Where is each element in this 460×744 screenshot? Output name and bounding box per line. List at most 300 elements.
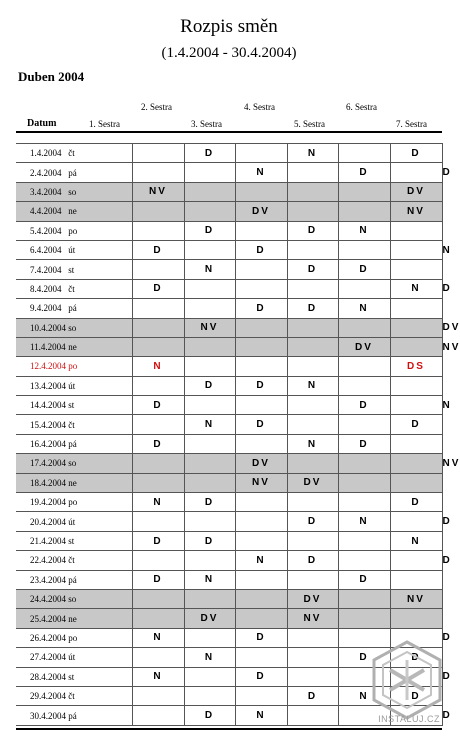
shift-cell-nurse-1 bbox=[132, 609, 184, 628]
shift-cell-nurse-5 bbox=[338, 551, 390, 570]
shift-cell-nurse-1: N bbox=[132, 493, 184, 512]
shift-cell-nurse-1: D bbox=[132, 531, 184, 550]
weekday-text: ne bbox=[68, 342, 77, 353]
shift-cell-nurse-4: D bbox=[287, 512, 338, 531]
shift-cell-nurse-5 bbox=[338, 473, 390, 492]
shift-cell-nurse-4 bbox=[287, 454, 338, 473]
shift-cell-nurse-5 bbox=[338, 357, 390, 376]
weekday-text: pá bbox=[68, 439, 77, 450]
shift-cell-nurse-3: D bbox=[235, 667, 287, 686]
table-row bbox=[16, 473, 442, 492]
table-row: 30.4.2004 pá D N D bbox=[16, 706, 442, 725]
date-text: 29.4.2004 bbox=[30, 691, 66, 702]
shift-cell-nurse-1 bbox=[132, 221, 184, 240]
shift-cell-nurse-6 bbox=[390, 318, 442, 337]
shift-cell-nurse-4 bbox=[287, 337, 338, 356]
shift-cell-nurse-1: N bbox=[132, 667, 184, 686]
weekday-text: pá bbox=[68, 167, 77, 178]
column-header-nurse-1: 1. Sestra bbox=[89, 119, 120, 129]
weekday-text: st bbox=[68, 536, 75, 546]
weekday-text: so bbox=[68, 322, 77, 333]
table-row bbox=[16, 589, 442, 608]
shift-cell-nurse-5: N bbox=[338, 512, 390, 531]
shift-cell-nurse-5 bbox=[338, 454, 390, 473]
date-text: 18.4.2004 bbox=[30, 477, 66, 488]
page-title: Rozpis směn bbox=[180, 16, 278, 37]
shift-cell-nurse-4: D bbox=[287, 551, 338, 570]
date-cell bbox=[16, 182, 132, 201]
shift-cell-nurse-6: NV bbox=[390, 589, 442, 608]
shift-cell-nurse-4 bbox=[287, 240, 338, 259]
date-cell bbox=[16, 667, 132, 686]
shift-cell-nurse-3 bbox=[235, 337, 287, 356]
shift-cell-nurse-1 bbox=[132, 376, 184, 395]
date-cell bbox=[16, 628, 132, 647]
date-text: 7.4.2004 bbox=[30, 264, 62, 275]
shift-cell-nurse-5: N bbox=[338, 686, 390, 705]
shift-cell-nurse-1: D bbox=[132, 434, 184, 453]
shift-cell-nurse-2: D bbox=[184, 706, 235, 725]
column-header-nurse-7: 7. Sestra bbox=[396, 119, 427, 129]
date-cell bbox=[16, 260, 132, 279]
weekday-text: st bbox=[68, 400, 75, 411]
weekday-text: so bbox=[68, 458, 77, 469]
shift-cell-nurse-4 bbox=[287, 628, 338, 647]
shift-cell-nurse-2 bbox=[184, 551, 235, 570]
shift-cell-nurse-6: D bbox=[390, 686, 442, 705]
shift-cell-nurse-4 bbox=[287, 415, 338, 434]
date-cell bbox=[16, 531, 132, 550]
date-text: 11.4.2004 bbox=[30, 342, 66, 353]
watermark-logo-icon bbox=[372, 640, 442, 720]
table-row: 28.4.2004 st N D D bbox=[16, 667, 442, 686]
watermark-text: INSTALUJ.CZ bbox=[378, 714, 440, 724]
shift-cell-nurse-4 bbox=[287, 706, 338, 725]
shift-cell-nurse-2 bbox=[184, 454, 235, 473]
shift-cell-nurse-3: N bbox=[235, 706, 287, 725]
shift-cell-nurse-1 bbox=[132, 454, 184, 473]
date-cell bbox=[16, 434, 132, 453]
shift-cell-nurse-5 bbox=[338, 531, 390, 550]
column-header-date: Datum bbox=[27, 118, 57, 129]
shift-cell-nurse-4 bbox=[287, 318, 338, 337]
shift-cell-nurse-1 bbox=[132, 163, 184, 182]
shift-cell-nurse-5 bbox=[338, 589, 390, 608]
shift-cell-nurse-3: DV bbox=[235, 202, 287, 221]
weekday-text: ne bbox=[68, 206, 77, 217]
date-text: 30.4.2004 bbox=[30, 710, 66, 721]
shift-cell-nurse-3 bbox=[235, 221, 287, 240]
weekday-text: so bbox=[68, 186, 77, 197]
shift-cell-nurse-6 bbox=[390, 609, 442, 628]
date-cell bbox=[16, 318, 132, 337]
shift-cell-nurse-4 bbox=[287, 357, 338, 376]
shift-cell-nurse-2 bbox=[184, 163, 235, 182]
shift-cell-nurse-2 bbox=[184, 628, 235, 647]
shift-cell-nurse-5: D bbox=[338, 260, 390, 279]
date-cell bbox=[16, 648, 132, 667]
date-cell bbox=[16, 163, 132, 182]
table-row: 11.4.2004 ne DV NV bbox=[16, 337, 442, 356]
shift-cell-nurse-2: D bbox=[184, 144, 235, 163]
shift-cell-nurse-3 bbox=[235, 609, 287, 628]
date-cell bbox=[16, 589, 132, 608]
table-row: 26.4.2004 po N D D bbox=[16, 628, 442, 647]
shift-cell-nurse-1 bbox=[132, 589, 184, 608]
shift-cell-nurse-6 bbox=[390, 512, 442, 531]
shift-cell-nurse-6 bbox=[390, 221, 442, 240]
shift-cell-nurse-2 bbox=[184, 337, 235, 356]
shift-cell-nurse-5: D bbox=[338, 570, 390, 589]
shift-cell-nurse-6 bbox=[390, 551, 442, 570]
shift-cell-nurse-1: D bbox=[132, 570, 184, 589]
shift-cell-nurse-2 bbox=[184, 202, 235, 221]
shift-cell-nurse-6: NV bbox=[390, 202, 442, 221]
weekday-text: út bbox=[68, 652, 76, 663]
weekday-text: po bbox=[68, 497, 78, 508]
weekday-text: pá bbox=[68, 710, 77, 721]
shift-cell-nurse-2 bbox=[184, 279, 235, 298]
date-text: 26.4.2004 bbox=[30, 632, 66, 643]
shift-cell-nurse-1: N bbox=[132, 357, 184, 376]
shift-cell-nurse-6 bbox=[390, 434, 442, 453]
date-text: 22.4.2004 bbox=[30, 555, 66, 566]
weekday-text: ne bbox=[68, 477, 77, 488]
shift-cell-nurse-3 bbox=[235, 182, 287, 201]
shift-cell-nurse-6 bbox=[390, 337, 442, 356]
weekday-text: st bbox=[68, 264, 75, 275]
table-row bbox=[16, 376, 442, 395]
weekday-text: čt bbox=[68, 419, 75, 430]
shift-cell-nurse-1 bbox=[132, 318, 184, 337]
shift-cell-nurse-3 bbox=[235, 512, 287, 531]
date-text: 10.4.2004 bbox=[30, 322, 66, 333]
shift-cell-nurse-5 bbox=[338, 376, 390, 395]
shift-cell-nurse-6: D bbox=[390, 144, 442, 163]
table-row bbox=[16, 357, 442, 376]
table-row bbox=[16, 415, 442, 434]
date-text: 9.4.2004 bbox=[30, 303, 62, 314]
date-cell bbox=[16, 609, 132, 628]
shift-cell-nurse-1 bbox=[132, 512, 184, 531]
date-text: 6.4.2004 bbox=[30, 245, 62, 256]
shift-cell-nurse-3 bbox=[235, 318, 287, 337]
shift-cell-nurse-2: N bbox=[184, 415, 235, 434]
table-row: 22.4.2004 čt N D D bbox=[16, 551, 442, 570]
shift-cell-nurse-1 bbox=[132, 648, 184, 667]
weekday-text: út bbox=[68, 516, 76, 527]
shift-cell-nurse-1 bbox=[132, 415, 184, 434]
date-cell bbox=[16, 279, 132, 298]
table-row: 17.4.2004 so DV NV bbox=[16, 454, 442, 473]
shift-cell-nurse-3 bbox=[235, 531, 287, 550]
shift-cell-nurse-3 bbox=[235, 434, 287, 453]
date-text: 13.4.2004 bbox=[30, 380, 66, 391]
shift-cell-nurse-4: NV bbox=[287, 609, 338, 628]
date-cell bbox=[16, 240, 132, 259]
date-cell bbox=[16, 493, 132, 512]
shift-cell-nurse-5: N bbox=[338, 299, 390, 318]
table-row: 10.4.2004 so NV DV bbox=[16, 318, 442, 337]
shift-cell-nurse-2: N bbox=[184, 260, 235, 279]
date-cell bbox=[16, 454, 132, 473]
shift-cell-nurse-4: D bbox=[287, 260, 338, 279]
shift-cell-nurse-4 bbox=[287, 648, 338, 667]
shift-cell-nurse-3 bbox=[235, 357, 287, 376]
date-text: 24.4.2004 bbox=[30, 594, 66, 605]
table-row bbox=[16, 609, 442, 628]
shift-cell-nurse-2: D bbox=[184, 531, 235, 550]
shift-cell-nurse-5 bbox=[338, 415, 390, 434]
shift-cell-nurse-2: NV bbox=[184, 318, 235, 337]
weekday-text: pá bbox=[68, 574, 77, 585]
weekday-text: čt bbox=[68, 555, 75, 566]
shift-cell-nurse-6 bbox=[390, 260, 442, 279]
shift-cell-nurse-2 bbox=[184, 396, 235, 415]
shift-cell-nurse-6: D bbox=[390, 415, 442, 434]
shift-cell-nurse-3: D bbox=[235, 376, 287, 395]
table-row: 14.4.2004 st D D N bbox=[16, 396, 442, 415]
shift-cell-nurse-1 bbox=[132, 260, 184, 279]
shift-cell-nurse-2 bbox=[184, 240, 235, 259]
shift-cell-nurse-6 bbox=[390, 473, 442, 492]
date-text: 21.4.2004 bbox=[30, 536, 66, 546]
date-cell bbox=[16, 376, 132, 395]
shift-cell-nurse-2 bbox=[184, 512, 235, 531]
shift-cell-nurse-4 bbox=[287, 396, 338, 415]
shift-cell-nurse-2: D bbox=[184, 493, 235, 512]
shift-cell-nurse-6 bbox=[390, 376, 442, 395]
date-text: 20.4.2004 bbox=[30, 516, 66, 527]
period-subtitle: (1.4.2004 - 30.4.2004) bbox=[161, 45, 297, 61]
table-row: 2.4.2004 pá N D D bbox=[16, 163, 442, 182]
shift-cell-nurse-2 bbox=[184, 667, 235, 686]
date-text: 12.4.2004 bbox=[30, 361, 66, 372]
date-cell bbox=[16, 415, 132, 434]
shift-cell-nurse-3: NV bbox=[235, 473, 287, 492]
weekday-text: so bbox=[68, 594, 77, 605]
shift-cell-nurse-2 bbox=[184, 473, 235, 492]
shift-cell-nurse-3: N bbox=[235, 551, 287, 570]
shift-cell-nurse-5 bbox=[338, 202, 390, 221]
shift-cell-nurse-1 bbox=[132, 144, 184, 163]
date-cell bbox=[16, 221, 132, 240]
shift-cell-nurse-2: N bbox=[184, 570, 235, 589]
weekday-text: čt bbox=[68, 691, 75, 702]
shift-cell-nurse-5 bbox=[338, 240, 390, 259]
date-text: 23.4.2004 bbox=[30, 574, 66, 585]
shift-cell-nurse-1 bbox=[132, 551, 184, 570]
date-cell bbox=[16, 512, 132, 531]
shift-cell-nurse-6 bbox=[390, 570, 442, 589]
shift-cell-nurse-2 bbox=[184, 182, 235, 201]
shift-cell-nurse-1 bbox=[132, 202, 184, 221]
date-text: 3.4.2004 bbox=[30, 186, 62, 197]
shift-cell-nurse-5: DV bbox=[338, 337, 390, 356]
table-row: 6.4.2004 út D D N bbox=[16, 240, 442, 259]
shift-cell-nurse-1 bbox=[132, 473, 184, 492]
date-text: 25.4.2004 bbox=[30, 613, 66, 624]
shift-cell-nurse-3 bbox=[235, 260, 287, 279]
shift-cell-nurse-2 bbox=[184, 589, 235, 608]
shift-cell-nurse-6: DV bbox=[390, 182, 442, 201]
header-rule bbox=[16, 131, 442, 133]
table-row bbox=[16, 434, 442, 453]
date-cell bbox=[16, 357, 132, 376]
table-row bbox=[16, 202, 442, 221]
shift-cell-nurse-6 bbox=[390, 299, 442, 318]
column-header-nurse-5: 5. Sestra bbox=[294, 119, 325, 129]
shift-cell-nurse-3 bbox=[235, 570, 287, 589]
date-cell bbox=[16, 570, 132, 589]
shift-cell-nurse-6 bbox=[390, 454, 442, 473]
date-text: 15.4.2004 bbox=[30, 419, 66, 430]
shift-cell-nurse-3 bbox=[235, 589, 287, 608]
shift-cell-nurse-3: D bbox=[235, 415, 287, 434]
shift-cell-nurse-6: N bbox=[390, 279, 442, 298]
table-row: 8.4.2004 čt D N D bbox=[16, 279, 442, 298]
date-cell bbox=[16, 473, 132, 492]
date-text: 28.4.2004 bbox=[30, 671, 66, 682]
date-text: 1.4.2004 bbox=[30, 148, 62, 159]
shift-cell-nurse-3 bbox=[235, 279, 287, 298]
shift-cell-nurse-4: N bbox=[287, 144, 338, 163]
shift-cell-nurse-1: D bbox=[132, 240, 184, 259]
table-row bbox=[16, 144, 442, 163]
shift-cell-nurse-6: D bbox=[390, 648, 442, 667]
shift-cell-nurse-3 bbox=[235, 144, 287, 163]
month-heading: Duben 2004 bbox=[18, 69, 85, 84]
table-row bbox=[16, 182, 442, 201]
date-text: 4.4.2004 bbox=[30, 206, 62, 217]
weekday-text: po bbox=[68, 632, 78, 643]
column-header-nurse-2: 2. Sestra bbox=[141, 102, 172, 112]
weekday-text: pá bbox=[68, 303, 77, 314]
date-cell bbox=[16, 202, 132, 221]
shift-cell-nurse-1 bbox=[132, 299, 184, 318]
column-header-nurse-3: 3. Sestra bbox=[191, 119, 222, 129]
shift-cell-nurse-5 bbox=[338, 279, 390, 298]
shift-cell-nurse-1 bbox=[132, 686, 184, 705]
shift-cell-nurse-2 bbox=[184, 357, 235, 376]
shift-cell-nurse-6: DS bbox=[390, 357, 442, 376]
shift-cell-nurse-6: D bbox=[390, 493, 442, 512]
shift-cell-nurse-4: D bbox=[287, 221, 338, 240]
shift-cell-nurse-6 bbox=[390, 240, 442, 259]
date-cell bbox=[16, 686, 132, 705]
shift-cell-nurse-6 bbox=[390, 396, 442, 415]
weekday-text: po bbox=[68, 361, 78, 372]
shift-cell-nurse-3 bbox=[235, 396, 287, 415]
shift-cell-nurse-4 bbox=[287, 493, 338, 512]
shift-cell-nurse-4: N bbox=[287, 376, 338, 395]
shift-cell-nurse-5 bbox=[338, 493, 390, 512]
weekday-text: út bbox=[68, 245, 76, 256]
shift-cell-nurse-1: N bbox=[132, 628, 184, 647]
shift-cell-nurse-4 bbox=[287, 570, 338, 589]
shift-cell-nurse-4 bbox=[287, 279, 338, 298]
column-header-nurse-4: 4. Sestra bbox=[244, 102, 275, 112]
shift-cell-nurse-5: D bbox=[338, 396, 390, 415]
shift-cell-nurse-6 bbox=[390, 163, 442, 182]
shift-cell-nurse-4: D bbox=[287, 686, 338, 705]
shift-cell-nurse-1: NV bbox=[132, 182, 184, 201]
shift-cell-nurse-2: D bbox=[184, 376, 235, 395]
shift-cell-nurse-4: N bbox=[287, 434, 338, 453]
shift-cell-nurse-1 bbox=[132, 337, 184, 356]
shift-cell-nurse-3: D bbox=[235, 299, 287, 318]
shift-cell-nurse-5 bbox=[338, 318, 390, 337]
shift-cell-nurse-1 bbox=[132, 706, 184, 725]
table-row bbox=[16, 299, 442, 318]
date-cell bbox=[16, 337, 132, 356]
shift-cell-nurse-4: DV bbox=[287, 589, 338, 608]
table-row bbox=[16, 493, 442, 512]
shift-cell-nurse-4 bbox=[287, 531, 338, 550]
date-cell bbox=[16, 551, 132, 570]
shift-cell-nurse-5 bbox=[338, 182, 390, 201]
shift-cell-nurse-5: D bbox=[338, 648, 390, 667]
column-header-nurse-6: 6. Sestra bbox=[346, 102, 377, 112]
shift-cell-nurse-4: DV bbox=[287, 473, 338, 492]
shift-cell-nurse-3: D bbox=[235, 240, 287, 259]
date-text: 2.4.2004 bbox=[30, 167, 62, 178]
date-text: 19.4.2004 bbox=[30, 497, 66, 508]
shift-cell-nurse-5: D bbox=[338, 434, 390, 453]
shift-cell-nurse-4 bbox=[287, 667, 338, 686]
shift-cell-nurse-2 bbox=[184, 686, 235, 705]
date-text: 17.4.2004 bbox=[30, 458, 66, 469]
shift-cell-nurse-2: N bbox=[184, 648, 235, 667]
weekday-text: po bbox=[68, 225, 78, 236]
date-cell bbox=[16, 144, 132, 163]
date-text: 5.4.2004 bbox=[30, 225, 62, 236]
shift-cell-nurse-3: DV bbox=[235, 454, 287, 473]
table-row bbox=[16, 260, 442, 279]
shift-cell-nurse-3 bbox=[235, 648, 287, 667]
weekday-text: út bbox=[68, 380, 76, 391]
date-text: 27.4.2004 bbox=[30, 652, 66, 663]
date-text: 16.4.2004 bbox=[30, 439, 66, 450]
footer-rule bbox=[16, 728, 442, 730]
shift-cell-nurse-3 bbox=[235, 686, 287, 705]
shift-cell-nurse-3: N bbox=[235, 163, 287, 182]
date-cell bbox=[16, 299, 132, 318]
date-text: 14.4.2004 bbox=[30, 400, 66, 411]
table-row bbox=[16, 221, 442, 240]
date-cell bbox=[16, 396, 132, 415]
shift-cell-nurse-3 bbox=[235, 493, 287, 512]
shift-cell-nurse-5: D bbox=[338, 163, 390, 182]
date-text: 8.4.2004 bbox=[30, 283, 62, 294]
shift-cell-nurse-1: D bbox=[132, 279, 184, 298]
shift-schedule-table bbox=[16, 143, 460, 726]
weekday-text: čt bbox=[68, 283, 75, 294]
shift-cell-nurse-2: DV bbox=[184, 609, 235, 628]
weekday-text: čt bbox=[68, 148, 75, 159]
shift-cell-nurse-5 bbox=[338, 609, 390, 628]
shift-cell-nurse-4: D bbox=[287, 299, 338, 318]
shift-cell-nurse-2 bbox=[184, 434, 235, 453]
weekday-text: ne bbox=[68, 613, 77, 624]
table-row: 20.4.2004 út D N D bbox=[16, 512, 442, 531]
shift-cell-nurse-6: N bbox=[390, 531, 442, 550]
weekday-text: st bbox=[68, 671, 75, 682]
shift-cell-nurse-4 bbox=[287, 202, 338, 221]
shift-cell-nurse-5 bbox=[338, 144, 390, 163]
table-row bbox=[16, 531, 442, 550]
shift-cell-nurse-2 bbox=[184, 299, 235, 318]
